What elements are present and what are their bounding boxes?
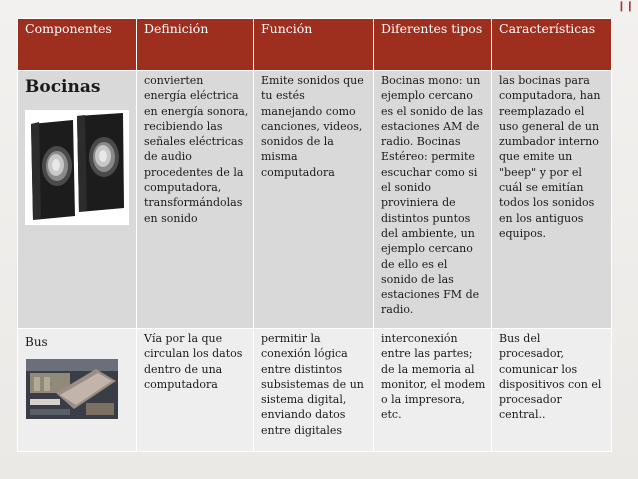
table-header-row (18, 19, 612, 71)
types-cell: interconexión entre las partes; de la memoria al monitor, el modem o la impresora, etc. (374, 329, 492, 452)
header-tipos: Diferentes tipos (374, 19, 492, 71)
characteristics-cell: Bus del procesador, comunicar los dispositivos con el procesador central.. (492, 329, 612, 452)
table-row (18, 329, 612, 452)
types-cell: Bocinas mono: un ejemplo cercano es el sonido de las estaciones AM de radio. Bocinas Estéreo: permite escuchar como si el sonido proviniera de distintos puntos del ambiente, un ejemplo cercano de ello es el sonido de las estaciones FM de radio. (374, 71, 492, 329)
header-caracteristicas: Características (492, 19, 612, 71)
definition-cell: convierten energía eléctrica en energía sonora, recibiendo las señales eléctricas de audio procedentes de la computadora, transformándolas en sonido (137, 71, 254, 329)
characteristics-cell: las bocinas para computadora, han reemplazado el uso general de un zumbador interno que emite un "beep" y por el cuál se emitían todos los sonidos en los antiguos equipos. (492, 71, 612, 329)
function-cell: permitir la conexión lógica entre distintos subsistemas de un sistema digital, enviando datos entre digitales (254, 329, 374, 452)
component-cell (18, 329, 137, 452)
component-name: Bus (25, 335, 48, 349)
speakers-image (25, 110, 129, 225)
expand-corner-icon[interactable]: ❙❙ (617, 1, 634, 12)
component-name: Bocinas (25, 77, 101, 97)
motherboard-bus-image (26, 359, 118, 419)
header-funcion: Función (254, 19, 374, 71)
function-cell: Emite sonidos que tu estés manejando como canciones, videos, sonidos de la misma computadora (254, 71, 374, 329)
table-row (18, 71, 612, 329)
definition-cell: Vía por la que circulan los datos dentro de una computadora (137, 329, 254, 452)
component-cell (18, 71, 137, 329)
components-table (17, 18, 612, 452)
header-definicion: Definición (137, 19, 254, 71)
header-componentes: Componentes (18, 19, 137, 71)
